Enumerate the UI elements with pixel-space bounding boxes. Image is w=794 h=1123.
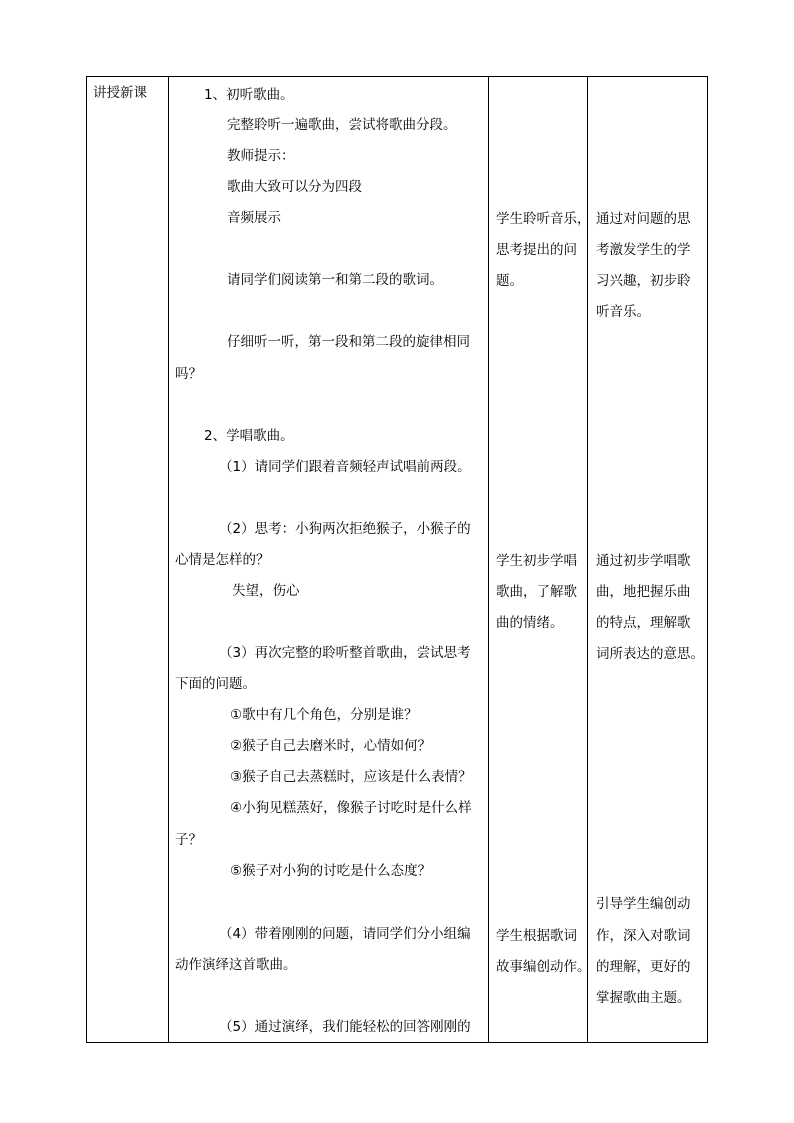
read-lyrics: 请同学们阅读第一和第二段的歌词。: [227, 272, 443, 288]
listen-question-line1: 仔细听一听，第一段和第二段的旋律相同: [227, 334, 470, 350]
student-activity-3-line1: 学生根据歌词: [496, 928, 577, 944]
step2-title: 2、学唱歌曲。: [204, 428, 294, 444]
purpose-1-line4: 听音乐。: [596, 304, 650, 320]
listen-question-line2: 吗？: [175, 366, 202, 382]
question-1: （1）请同学们跟着音频轻声试唱前两段。: [219, 459, 471, 475]
table-right-border: [707, 76, 708, 1043]
teacher-hint: 歌曲大致可以分为四段: [227, 179, 362, 195]
purpose-2-line3: 的特点，理解歌: [596, 615, 691, 631]
audio-show: 音频展示: [227, 210, 281, 226]
student-activity-1-line1: 学生聆听音乐，: [496, 211, 591, 227]
purpose-3-line3: 的理解，更好的: [596, 959, 691, 975]
question-3-line1: （3）再次完整的聆听整首歌曲，尝试思考: [219, 645, 471, 661]
question-4-line2: 动作演绎这首歌曲。: [175, 957, 297, 973]
purpose-1-line2: 考激发学生的学: [596, 242, 691, 258]
sub-question-3: ③猴子自己去蒸糕时，应该是什么表情？: [230, 769, 472, 785]
sub-question-2: ②猴子自己去磨米时，心情如何？: [230, 738, 432, 754]
table-top-border: [86, 76, 708, 77]
purpose-3-line1: 引导学生编创动: [596, 896, 691, 912]
step1-instruction: 完整聆听一遍歌曲，尝试将歌曲分段。: [227, 117, 457, 133]
student-activity-2-line1: 学生初步学唱: [496, 553, 577, 569]
purpose-3-line2: 作，深入对歌词: [596, 928, 691, 944]
column-divider-1: [168, 76, 169, 1043]
purpose-2-line1: 通过初步学唱歌: [596, 553, 691, 569]
section-label: 讲授新课: [93, 85, 147, 101]
table-bottom-border: [86, 1042, 708, 1043]
student-activity-1-line3: 题。: [496, 273, 523, 289]
purpose-1-line1: 通过对问题的思: [596, 211, 691, 227]
question-2-line1: （2）思考：小狗两次拒绝猴子，小猴子的: [219, 521, 471, 537]
sub-question-4-line2: 子？: [175, 832, 202, 848]
purpose-1-line3: 习兴趣，初步聆: [596, 273, 691, 289]
teacher-hint-label: 教师提示：: [227, 148, 295, 164]
question-2-line2: 心情是怎样的？: [175, 552, 270, 568]
question-3-line2: 下面的问题。: [175, 676, 256, 692]
sub-question-1: ①歌中有几个角色，分别是谁？: [230, 707, 418, 723]
question-5-line1: （5）通过演绎，我们能轻松的回答刚刚的: [219, 1019, 471, 1035]
table-left-border: [86, 76, 87, 1043]
student-activity-2-line3: 曲的情绪。: [496, 615, 564, 631]
purpose-2-line4: 词所表达的意思。: [596, 646, 704, 662]
question-2-answer: 失望，伤心: [232, 583, 300, 599]
student-activity-2-line2: 歌曲，了解歌: [496, 584, 577, 600]
sub-question-4-line1: ④小狗见糕蒸好，像猴子讨吃时是什么样: [230, 800, 472, 816]
student-activity-3-line2: 故事编创动作。: [496, 959, 591, 975]
question-4-line1: （4）带着刚刚的问题，请同学们分小组编: [219, 926, 471, 942]
column-divider-2: [488, 76, 489, 1043]
purpose-3-line4: 掌握歌曲主题。: [596, 990, 691, 1006]
student-activity-1-line2: 思考提出的问: [496, 242, 577, 258]
step1-title: 1、初听歌曲。: [204, 87, 294, 103]
purpose-2-line2: 曲，地把握乐曲: [596, 584, 691, 600]
sub-question-5: ⑤猴子对小狗的讨吃是什么态度？: [230, 863, 432, 879]
